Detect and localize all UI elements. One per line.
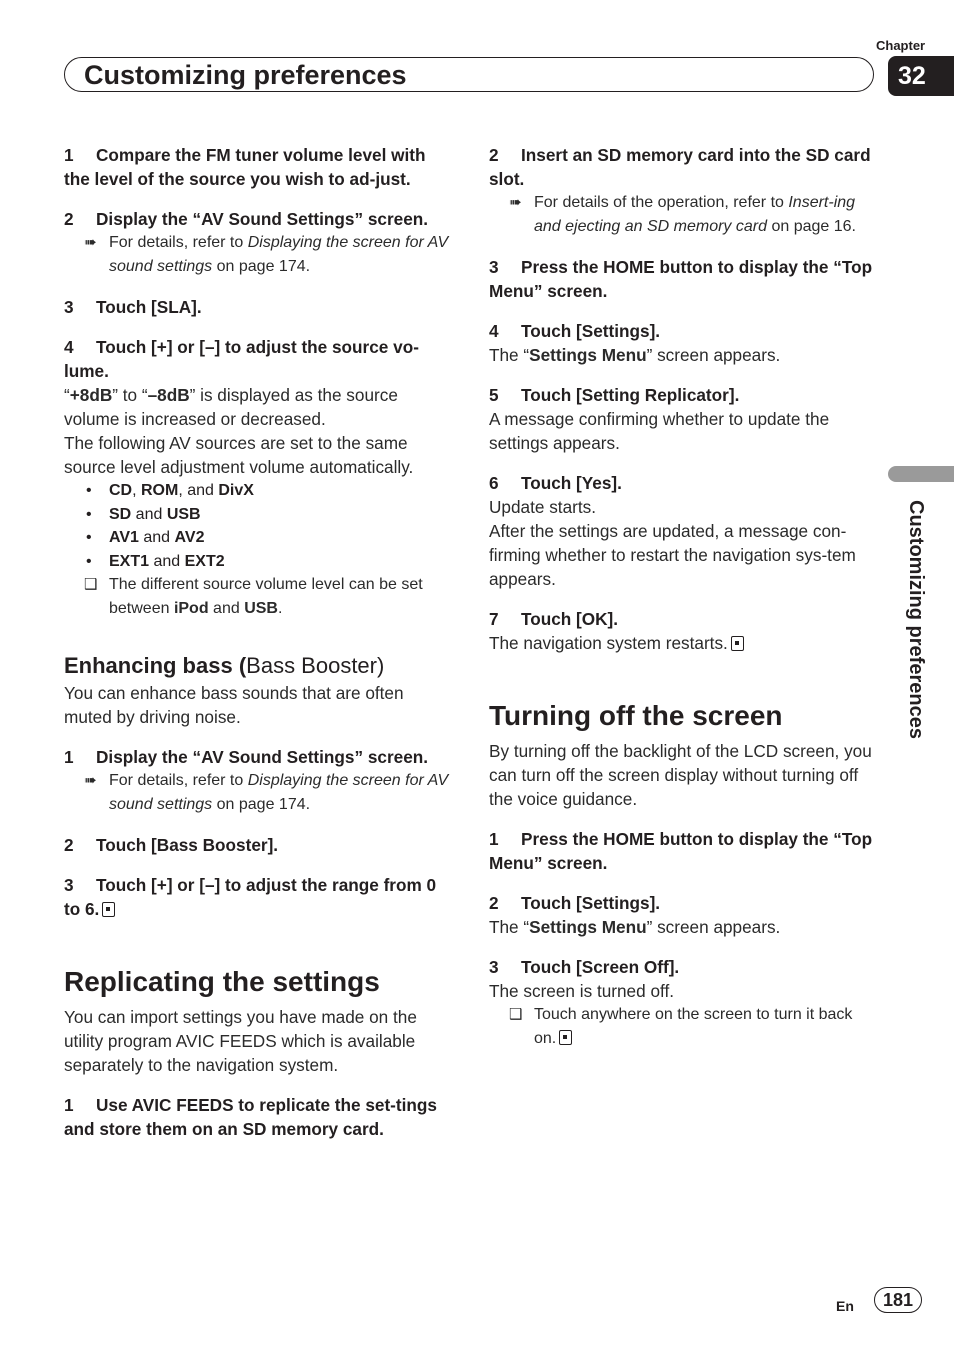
step-number: 3 — [489, 957, 499, 977]
paragraph: A message confirming whether to update the settings appears. — [489, 409, 830, 453]
text: ” to “ — [112, 385, 148, 405]
note — [489, 191, 879, 239]
chapter-number: 32 — [888, 56, 954, 96]
text-bold: USB — [166, 505, 201, 523]
text-bold: CD — [109, 482, 133, 499]
step-number: 2 — [64, 209, 74, 229]
subsection-heading — [64, 651, 454, 681]
bullet-icon: • — [86, 529, 92, 547]
arrow-icon: ➠ — [84, 234, 97, 251]
paragraph — [489, 915, 879, 939]
text-bold: AV1 — [109, 529, 139, 547]
heading-light: Bass Booster) — [246, 653, 385, 679]
step — [489, 955, 879, 979]
step — [489, 143, 879, 191]
note-text: on page 174. — [212, 258, 311, 275]
heading-bold: Enhancing bass ( — [64, 653, 247, 679]
text: and — [131, 505, 167, 523]
step-text: Touch [OK]. — [521, 609, 619, 629]
step — [489, 319, 879, 343]
step-number: 5 — [489, 385, 499, 405]
step-text: Touch [Settings]. — [521, 321, 661, 341]
step-number: 3 — [64, 297, 74, 317]
text-bold: +8dB — [69, 385, 113, 405]
text: , and — [178, 482, 219, 499]
step-text: Press the HOME button to display the “Top Menu” screen. — [489, 829, 873, 873]
step-number: 3 — [64, 875, 74, 896]
step — [64, 207, 454, 231]
paragraph: You can enhance bass sounds that are often muted by driving noise. — [64, 683, 404, 728]
step-number: 1 — [64, 747, 74, 768]
end-mark-icon — [559, 1030, 572, 1045]
step-number: 1 — [489, 829, 499, 849]
step — [489, 607, 879, 631]
step-text: Display the “AV Sound Settings” screen. — [96, 209, 429, 229]
list-item — [64, 479, 454, 503]
step-number: 6 — [489, 473, 499, 493]
note-reference: Insert-ing and ejecting an SD memory card — [534, 194, 856, 235]
step — [489, 255, 879, 303]
text-bold: AV2 — [174, 529, 205, 547]
note-text: For details of the operation, refer to — [534, 194, 789, 211]
section-title: Turning off the screen — [489, 700, 783, 731]
list-item — [64, 550, 454, 574]
note-text: For details, refer to — [109, 772, 248, 790]
arrow-icon: ➠ — [509, 194, 522, 211]
checkbox-icon: ❑ — [84, 576, 98, 594]
step-text: Use AVIC FEEDS to replicate the set-tings and store them on an SD memory card. — [64, 1095, 437, 1140]
text: “ — [64, 385, 70, 405]
paragraph — [489, 343, 879, 367]
note — [64, 769, 454, 817]
step — [64, 143, 454, 191]
step-number: 1 — [64, 1095, 74, 1116]
checkbox-icon: ❑ — [509, 1006, 523, 1023]
text: ” screen appears. — [646, 917, 781, 937]
text: ” screen appears. — [646, 345, 781, 365]
step-text: Touch [+] or [–] to adjust the range from 0 to 6. — [64, 875, 437, 920]
step-text: Touch [SLA]. — [96, 297, 202, 317]
step — [64, 295, 454, 319]
step-text: Touch [Settings]. — [521, 893, 661, 913]
step-number: 3 — [489, 257, 499, 277]
bullet-list — [64, 479, 454, 573]
note — [64, 231, 454, 279]
step-number: 1 — [64, 145, 74, 165]
paragraph: By turning off the backlight of the LCD screen, you can turn off the screen display without turning off the voice guidance. — [489, 741, 872, 809]
step — [64, 335, 454, 383]
note-text: Touch anywhere on the screen to turn it back on. — [534, 1006, 853, 1047]
paragraph — [64, 383, 454, 431]
right-column — [489, 143, 879, 1051]
text-bold: EXT1 — [109, 552, 150, 570]
bullet-icon: • — [86, 482, 92, 499]
end-mark-icon — [102, 902, 115, 917]
step-text: Insert an SD memory card into the SD card slot. — [489, 145, 871, 189]
paragraph — [489, 631, 879, 655]
bullet-icon: • — [86, 552, 92, 570]
list-item — [64, 526, 454, 550]
note-text: on page 174. — [212, 796, 311, 814]
step — [64, 873, 454, 921]
text-bold: Settings Menu — [529, 345, 647, 365]
text: , — [132, 482, 141, 499]
step-text: Compare the FM tuner volume level with the level of the source you wish to ad-just. — [64, 145, 426, 189]
step-number: 2 — [489, 145, 499, 165]
text-bold: DivX — [218, 482, 254, 499]
text: ” is displayed as the source volume is increased or decreased. — [64, 385, 398, 429]
text-bold: SD — [109, 505, 132, 523]
step-text: Press the HOME button to display the “Top Menu” screen. — [489, 257, 873, 301]
step-text: Touch [Setting Replicator]. — [521, 385, 740, 405]
text-bold: USB — [244, 600, 278, 618]
note-text: For details, refer to — [109, 234, 248, 251]
step — [64, 745, 454, 769]
step — [64, 1093, 454, 1141]
note-text: The different source volume level can be set between — [109, 576, 423, 618]
text: The navigation system restarts. — [489, 633, 728, 653]
note-text: on page 16. — [767, 218, 856, 235]
step — [489, 827, 879, 875]
text: The “ — [489, 917, 530, 937]
note-reference: Displaying the screen for AV sound settings — [109, 772, 449, 814]
step-number: 7 — [489, 609, 499, 629]
note-text: . — [277, 600, 283, 618]
end-mark-icon — [731, 636, 744, 651]
step-text: Touch [Yes]. — [521, 473, 622, 493]
step — [489, 471, 879, 495]
paragraph: You can import settings you have made on the utility program AVIC FEEDS which is available separately to the navigation system. — [64, 1007, 417, 1076]
text: and — [149, 552, 185, 570]
paragraph: After the settings are updated, a message con-firming whether to restart the navigation sys-tem appears. — [489, 521, 856, 589]
note-reference: Displaying the screen for AV sound settings — [109, 234, 449, 275]
page-title: Customizing preferences — [84, 60, 407, 90]
section-title: Replicating the settings — [64, 966, 380, 998]
list-item — [64, 503, 454, 527]
step-text: Touch [Bass Booster]. — [96, 835, 279, 856]
text-bold: –8dB — [147, 385, 190, 405]
paragraph: The following AV sources are set to the same source level adjustment volume automatically. — [64, 433, 414, 477]
step-number: 2 — [489, 893, 499, 913]
side-tab — [888, 466, 954, 482]
step — [489, 383, 879, 407]
text-bold: iPod — [173, 600, 209, 618]
page-number: 181 — [874, 1287, 922, 1313]
text-bold: EXT2 — [184, 552, 225, 570]
side-tab-label: Customizing preferences — [905, 500, 927, 739]
text-bold: ROM — [141, 482, 179, 499]
step — [64, 833, 454, 857]
step-text: Touch [+] or [–] to adjust the source vo-lume. — [64, 337, 419, 381]
step-text: Touch [Screen Off]. — [521, 957, 680, 977]
note-text: and — [208, 600, 245, 618]
step-number: 4 — [489, 321, 499, 341]
note — [64, 573, 454, 621]
left-column — [64, 143, 454, 1141]
arrow-icon: ➠ — [84, 772, 97, 790]
text: and — [138, 529, 175, 547]
note — [489, 1003, 879, 1051]
language-label: En — [836, 1298, 854, 1314]
bullet-icon: • — [86, 505, 92, 523]
step — [489, 891, 879, 915]
step-text: Display the “AV Sound Settings” screen. — [96, 747, 429, 768]
step-number: 4 — [64, 337, 74, 357]
step-number: 2 — [64, 835, 74, 856]
paragraph: The screen is turned off. — [489, 981, 675, 1001]
paragraph: Update starts. — [489, 497, 596, 517]
chapter-label: Chapter — [876, 38, 926, 53]
text: The “ — [489, 345, 530, 365]
text-bold: Settings Menu — [529, 917, 647, 937]
